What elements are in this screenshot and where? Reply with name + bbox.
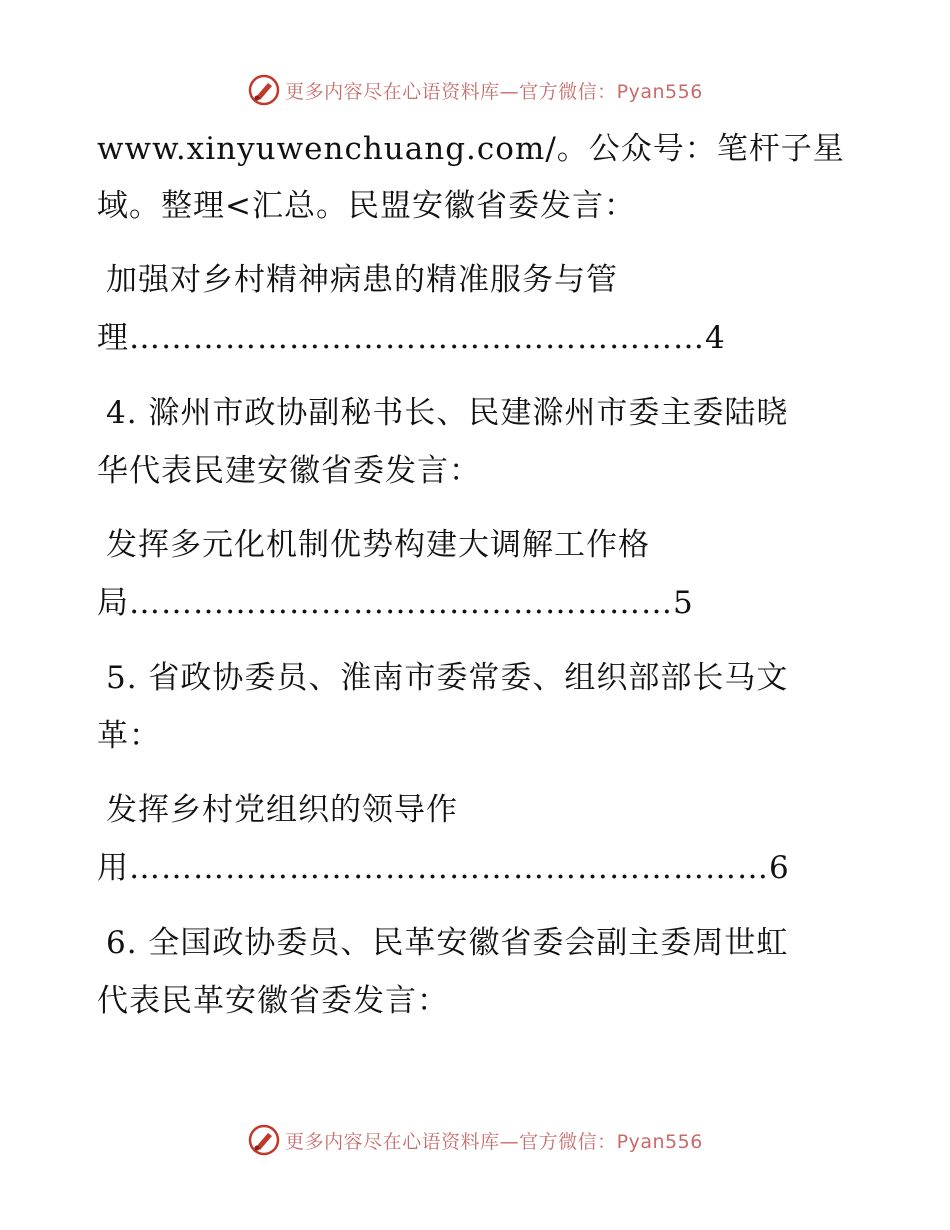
toc-entry-heading-6: 6. 全国政协委员、民革安徽省委会副主委周世虹 bbox=[106, 925, 789, 961]
header-banner bbox=[0, 70, 950, 110]
toc-entry-heading-5-cont: 革： bbox=[97, 718, 161, 754]
toc-entry-title-4: 发挥多元化机制优势构建大调解工作格 bbox=[106, 527, 650, 563]
toc-entry-heading-6-cont: 代表民革安徽省委发言： bbox=[97, 983, 449, 1019]
footer-banner-text: 更多内容尽在心语资料库—官方微信：Pyan556 bbox=[285, 1130, 703, 1153]
toc-entry-leader-5: 用……………………………………………………6 bbox=[97, 850, 790, 886]
brush-logo-icon bbox=[247, 1123, 281, 1157]
toc-entry-leader-4: 局……………………………………………5 bbox=[97, 585, 694, 621]
toc-entry-heading-4: 4. 滁州市政协副秘书长、民建滁州市委主委陆晓 bbox=[106, 395, 789, 431]
text-line-2: 域。整理<汇总。民盟安徽省委发言： bbox=[97, 188, 636, 224]
footer-banner bbox=[0, 1120, 950, 1160]
toc-entry-title-3: 加强对乡村精神病患的精准服务与管 bbox=[106, 262, 618, 298]
header-banner-text: 更多内容尽在心语资料库—官方微信：Pyan556 bbox=[285, 80, 703, 103]
brush-logo-icon bbox=[247, 73, 281, 107]
toc-entry-heading-5: 5. 省政协委员、淮南市委常委、组织部部长马文 bbox=[106, 660, 789, 696]
toc-entry-title-5: 发挥乡村党组织的领导作 bbox=[106, 792, 458, 828]
toc-entry-heading-4-cont: 华代表民建安徽省委发言： bbox=[97, 453, 481, 489]
toc-entry-leader-3: 理………………………………………………4 bbox=[97, 320, 726, 356]
text-line-1: www.xinyuwenchuang.com/。公众号：笔杆子星 bbox=[97, 131, 845, 167]
